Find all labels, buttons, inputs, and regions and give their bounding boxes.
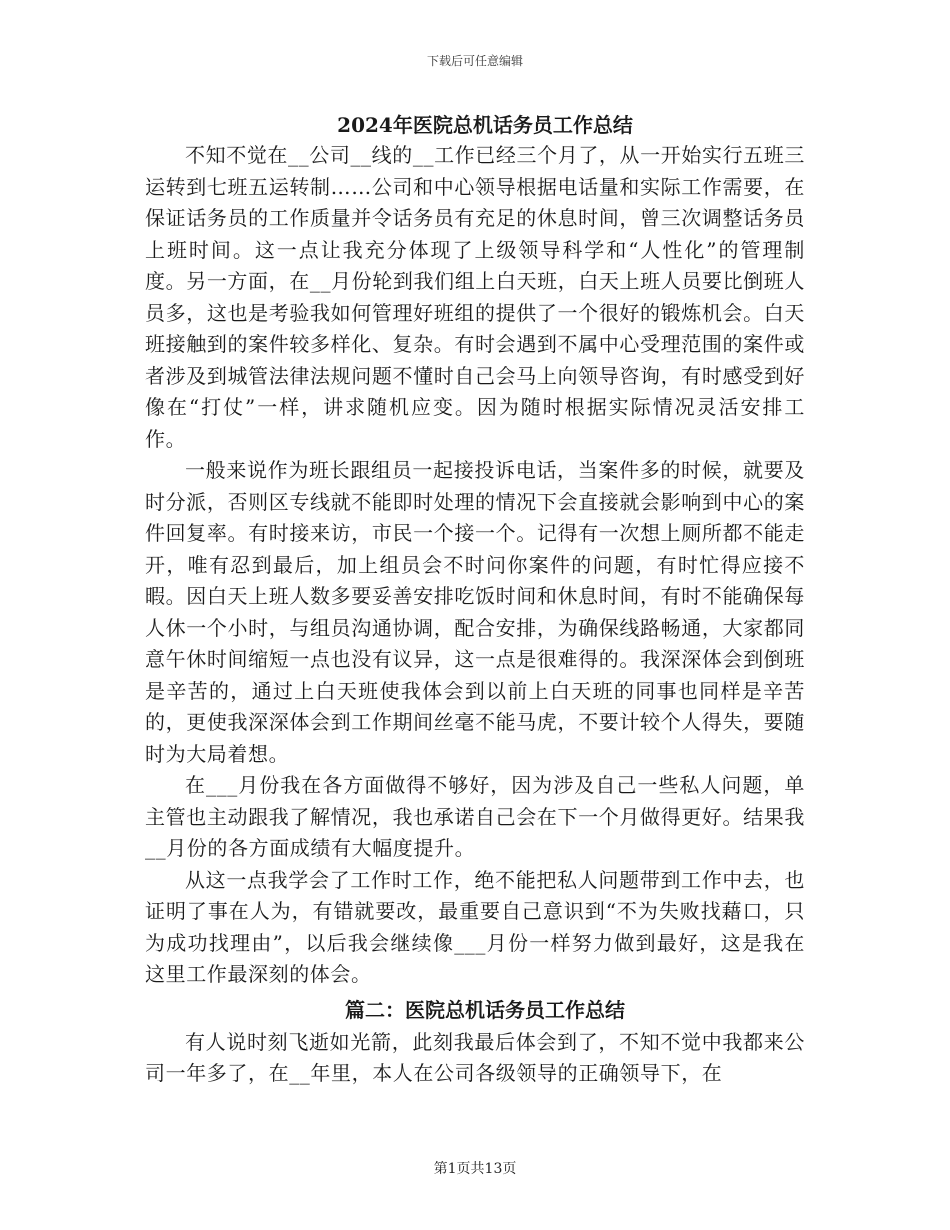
document-body [145, 110, 805, 1090]
section-paragraph-1: 有人说时刻飞逝如光箭，此刻我最后体会到了，不知不觉中我都来公司一年多了，在__年里，本人在公司各级领导的正确领导下，在 [145, 1029, 805, 1085]
paragraph-3: 在___月份我在各方面做得不够好，因为涉及自己一些私人问题，单主管也主动跟我了解情况，我也承诺自己会在下一个月做得更好。结果我__月份的各方面成绩有大幅度提升。 [145, 773, 805, 860]
page-header: 下载后可任意编辑 [426, 54, 523, 68]
page-footer: 第1页共13页 [433, 1161, 517, 1177]
paragraph-2: 一般来说作为班长跟组员一起接投诉电话，当案件多的时候，就要及时分派，否则区专线就不能即时处理的情况下会直接就会影响到中心的案件回复率。有时接来访，市民一个接一个。记得有一次想上厕所都不能走开，唯有忍到最后，加上组员会不时问你案件的问题，有时忙得应接不暇。因白天上班人数多要妥善安排吃饭时间和休息时间，有时不能确保每人休一个小时，与组员沟通协调，配合安排，为确保线路畅通，大家都同意午休时间缩短一点也没有议异，这一点是很难得的。我深深体会到倒班是辛苦的，通过上白天班使我体会到以前上白天班的同事也同样是辛苦的，更使我深深体会到工作期间丝毫不能马虎，不要计较个人得失，要随时为大局着想。 [145, 458, 805, 766]
paragraph-4: 从这一点我学会了工作时工作，绝不能把私人问题带到工作中去，也证明了事在人为，有错就要改，最重要自己意识到“不为失败找藉口，只为成功找理由”，以后我会继续像___月份一样努力做到最好，这是我在这里工作最深刻的体会。 [145, 867, 805, 986]
document-title: 2024年医院总机话务员工作总结 [337, 113, 633, 137]
section-title: 篇二：医院总机话务员工作总结 [345, 997, 625, 1022]
paragraph-1: 不知不觉在__公司__线的__工作已经三个月了，从一开始实行五班三运转到七班五运转制……公司和中心领导根据电话量和实际工作需要，在保证话务员的工作质量并令话务员有充足的休息时间，曾三次调整话务员上班时间。这一点让我充分体现了上级领导科学和“人性化”的管理制度。另一方面，在__月份轮到我们组上白天班，白天上班人员要比倒班人员多，这也是考验我如何管理好班组的提供了一个很好的锻炼机会。白天班接触到的案件较多样化、复杂。有时会遇到不属中心受理范围的案件或者涉及到城管法律法规问题不懂时自己会马上向领导咨询，有时感受到好像在“打仗”一样，讲求随机应变。因为随时根据实际情况灵活安排工作。 [145, 143, 805, 451]
